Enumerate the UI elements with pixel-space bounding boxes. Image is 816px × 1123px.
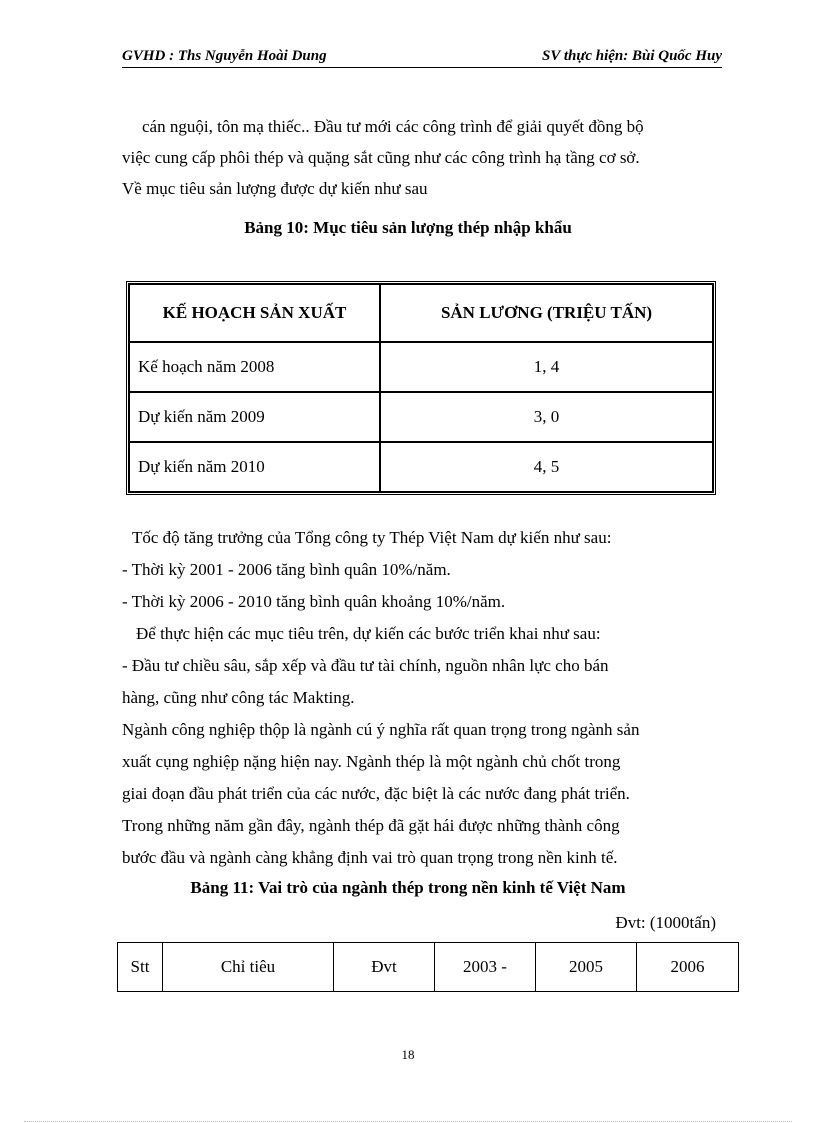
table-row bbox=[129, 342, 713, 392]
growth-step-1-line-1: - Đầu tư chiều sâu, sắp xếp và đầu tư tài chính, nguồn nhân lực cho bán bbox=[122, 656, 609, 675]
table10-cell: 4, 5 bbox=[380, 442, 713, 492]
table10 bbox=[126, 281, 716, 495]
table10-cell: Kế hoạch năm 2008 bbox=[129, 342, 380, 392]
page-number: 18 bbox=[401, 1047, 415, 1062]
table10-caption: Bảng 10: Mục tiêu sản lượng thép nhập khẩu bbox=[244, 218, 572, 237]
role-line-3: giai đoạn đầu phát triển của các nước, đặc biệt là các nước đang phát triển. bbox=[122, 784, 630, 803]
table10-header-row bbox=[129, 284, 713, 342]
table-row bbox=[129, 392, 713, 442]
table11-header-indicator: Chỉ tiêu bbox=[163, 943, 334, 992]
table11-header-unit: Đvt bbox=[334, 943, 435, 992]
intro-paragraph bbox=[122, 111, 718, 204]
growth-item-2: - Thời kỳ 2006 - 2010 tăng bình quân khoảng 10%/năm. bbox=[122, 592, 506, 611]
role-paragraph bbox=[122, 714, 718, 874]
page-header bbox=[122, 48, 722, 68]
intro-line-1: cán nguội, tôn mạ thiếc.. Đầu tư mới các công trình để giải quyết đồng bộ bbox=[142, 117, 644, 136]
header-student: SV thực hiện: Bùi Quốc Huy bbox=[542, 48, 722, 64]
table10-header-output: SẢN LƯƠNG (TRIỆU TẤN) bbox=[380, 284, 713, 342]
table11-caption: Bảng 11: Vai trò của ngành thép trong nền kinh tế Việt Nam bbox=[190, 878, 626, 897]
growth-steps: Để thực hiện các mục tiêu trên, dự kiến các bước triển khai như sau: bbox=[136, 624, 601, 643]
role-line-1: Ngành công nghiệp thộp là ngành cú ý nghĩa rất quan trọng trong ngành sản bbox=[122, 720, 640, 739]
table-row bbox=[129, 442, 713, 492]
growth-paragraph bbox=[122, 522, 718, 714]
growth-step-1-line-2: hàng, cũng như công tác Makting. bbox=[122, 688, 355, 707]
table10-cell: Dự kiến năm 2009 bbox=[129, 392, 380, 442]
table11-header-row bbox=[118, 943, 739, 992]
intro-line-2: việc cung cấp phôi thép và quặng sắt cũng như các công trình hạ tầng cơ sở. bbox=[122, 148, 640, 167]
role-line-5: bước đầu và ngành càng khẳng định vai trò quan trọng trong nền kinh tế. bbox=[122, 848, 618, 867]
header-supervisor: GVHD : Ths Nguyễn Hoài Dung bbox=[122, 48, 327, 64]
role-line-4: Trong những năm gần đây, ngành thép đã gặt hái được những thành công bbox=[122, 816, 620, 835]
table11-header-stt: Stt bbox=[118, 943, 163, 992]
growth-item-1: - Thời kỳ 2001 - 2006 tăng bình quân 10%/năm. bbox=[122, 560, 451, 579]
table11-header-2006: 2006 bbox=[637, 943, 739, 992]
table11 bbox=[117, 942, 739, 992]
intro-line-3: Về mục tiêu sản lượng được dự kiến như sau bbox=[122, 179, 428, 198]
table10-cell: 1, 4 bbox=[380, 342, 713, 392]
growth-intro: Tốc độ tăng trưởng của Tổng công ty Thép Việt Nam dự kiến như sau: bbox=[132, 528, 612, 547]
role-line-2: xuất cụng nghiệp nặng hiện nay. Ngành thép là một ngành chủ chốt trong bbox=[122, 752, 621, 771]
footer-divider bbox=[24, 1121, 792, 1122]
table10-cell: 3, 0 bbox=[380, 392, 713, 442]
table11-header-2005: 2005 bbox=[536, 943, 637, 992]
table11-header-2003: 2003 - bbox=[435, 943, 536, 992]
table10-header-plan: KẾ HOẠCH SẢN XUẤT bbox=[129, 284, 380, 342]
table10-cell: Dự kiến năm 2010 bbox=[129, 442, 380, 492]
table11-unit: Đvt: (1000tấn) bbox=[615, 913, 716, 932]
